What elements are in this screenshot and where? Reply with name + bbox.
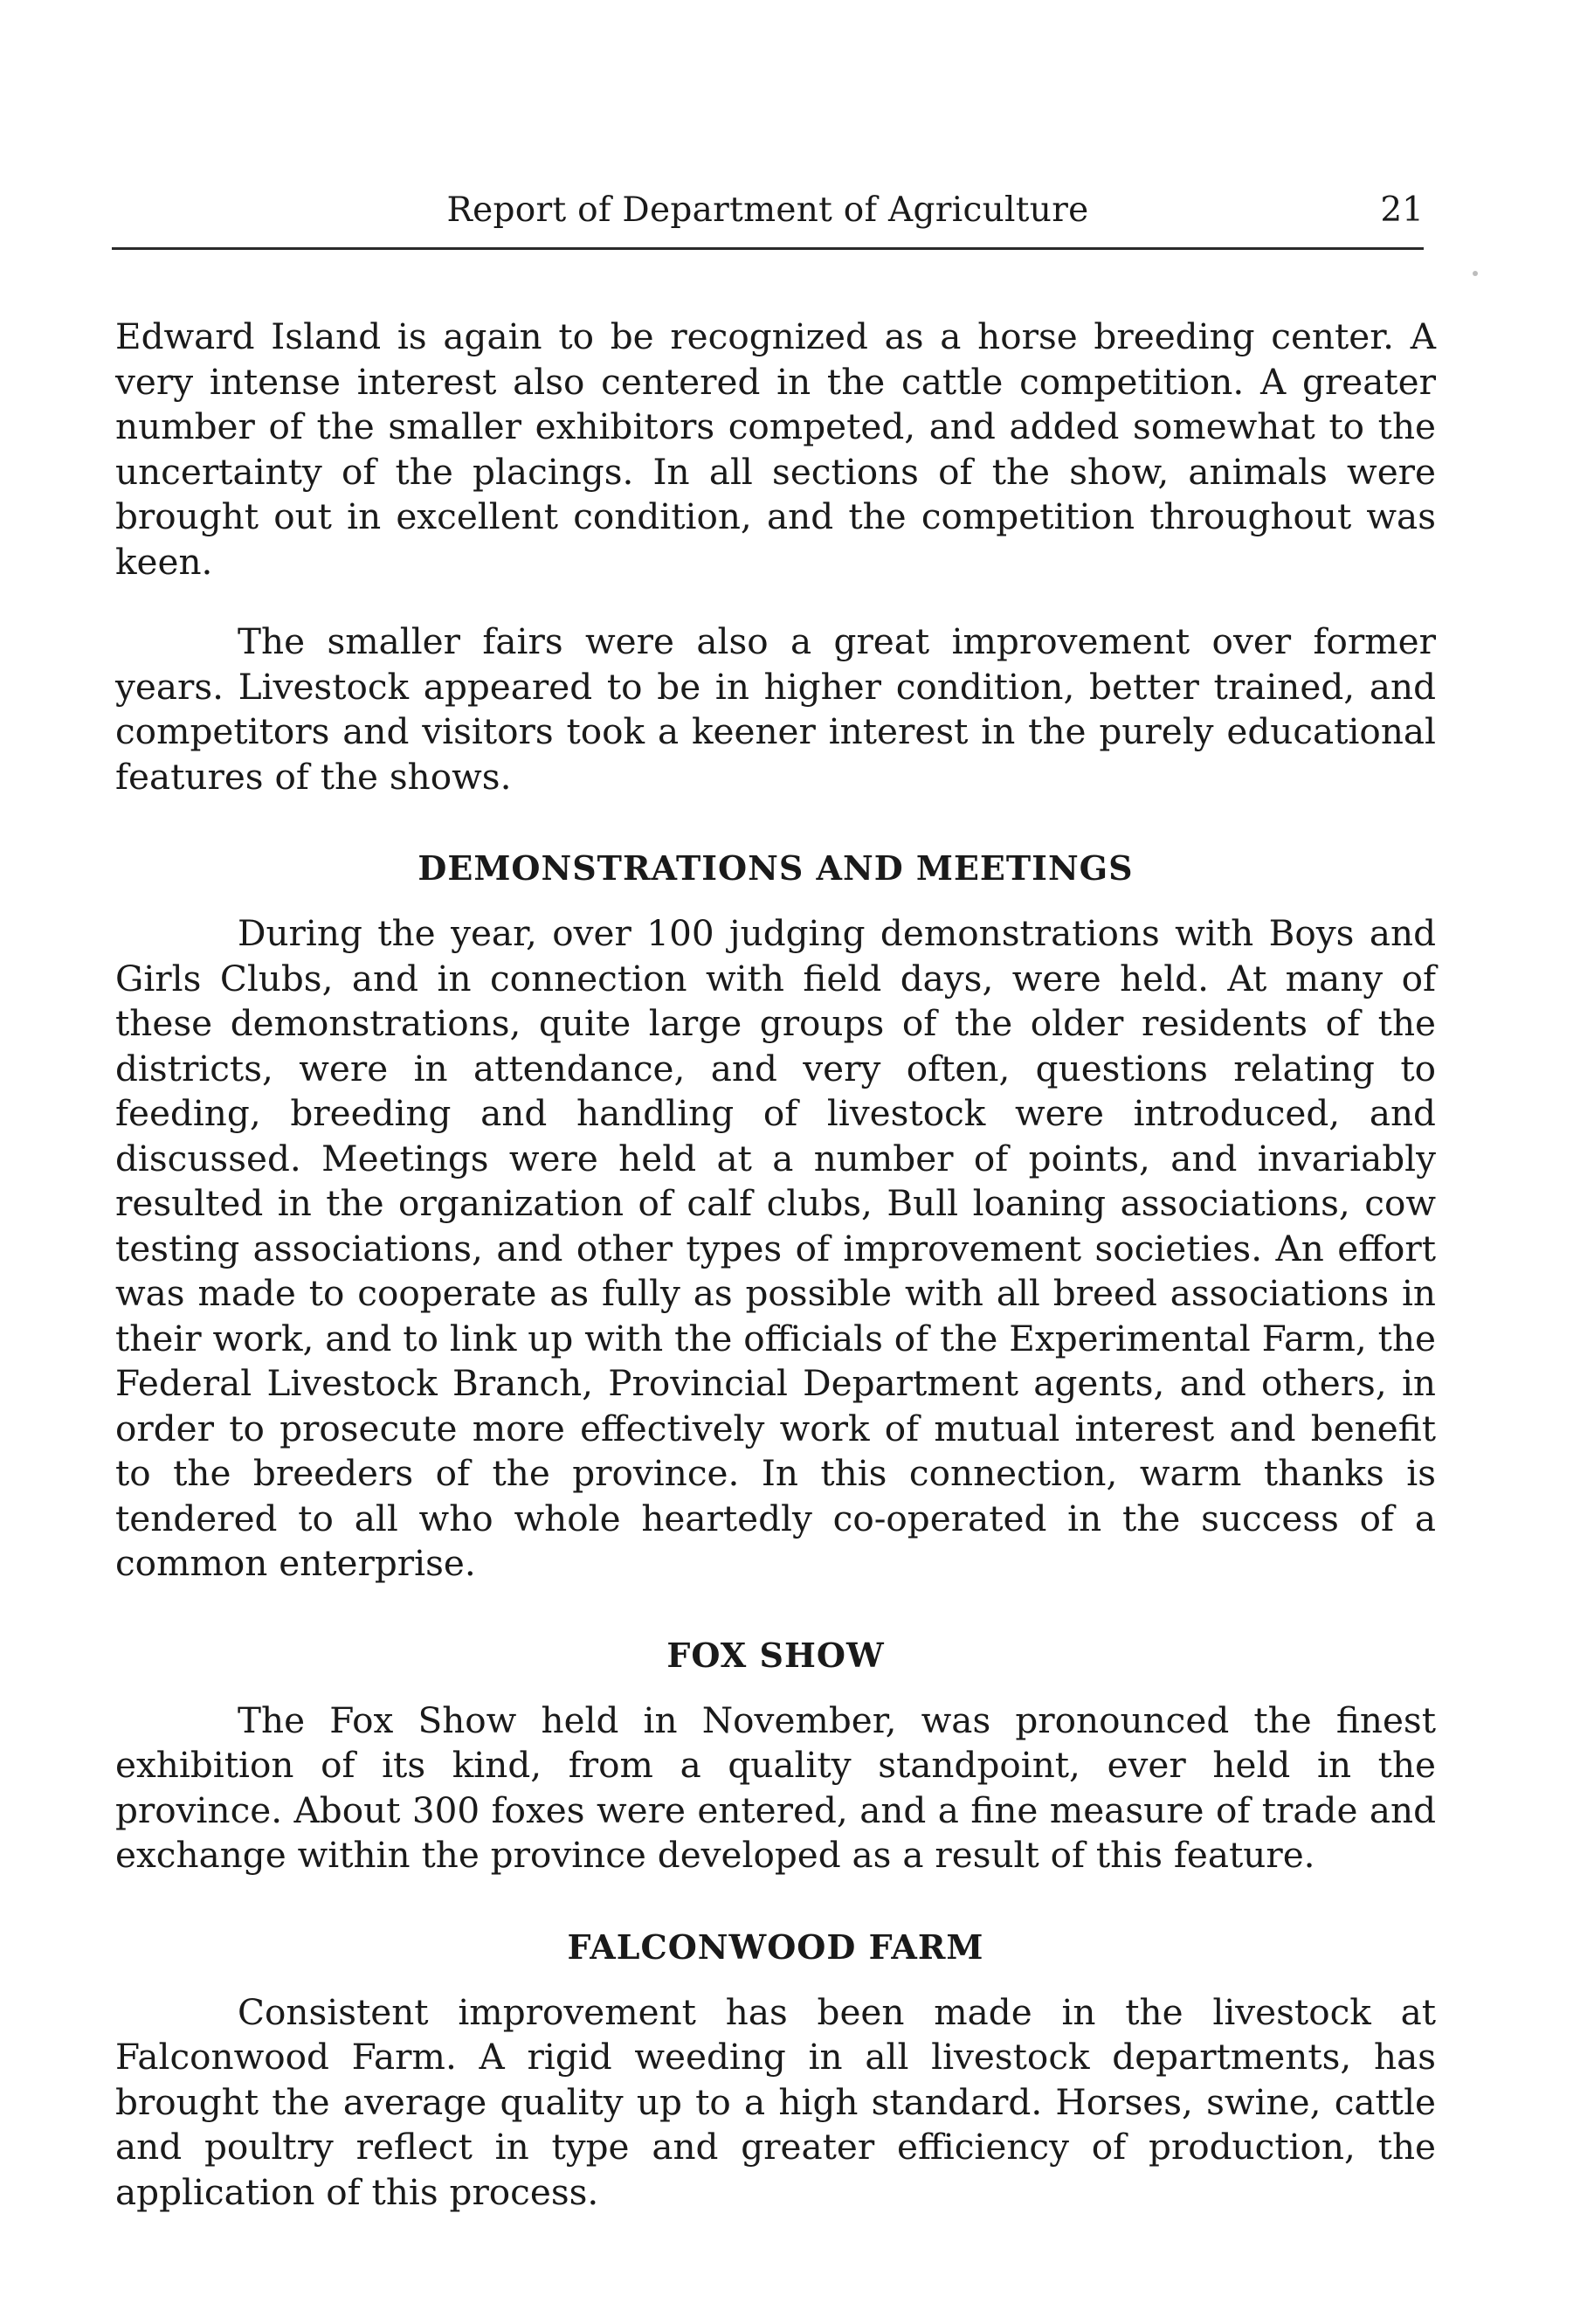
body-text [115, 315, 1436, 2215]
section-body-fox-show: The Fox Show held in November, was pronounced the finest exhibition of its kind, from a quality standpoint, ever held in the province. About 300 foxes were entered, and a fine measure of trade and exchange within the province developed as a result of this feature. [115, 1698, 1436, 1876]
intro-paragraph-smaller-fairs: The smaller fairs were also a great improvement over former years. Livestock appeared to be in higher condition, better trained, and competitors and visitors took a keener interest in the purely educational features of the shows. [115, 620, 1436, 798]
running-head [112, 190, 1424, 243]
section-heading-fox-show: FOX SHOW [666, 1635, 885, 1675]
section-heading-falconwood-farm: FALCONWOOD FARM [567, 1926, 984, 1967]
header-rule [112, 247, 1424, 250]
section-body-demonstrations: During the year, over 100 judging demonstrations with Boys and Girls Clubs, and in connection with field days, were held. At many of these demonstrations, quite large groups of the older residents of the districts, were in attendance, and very often, questions relating to feeding, breeding and handling of livestock were introduced, and discussed. Meetings were held at a number of points, and invariably resulted in the organization of calf clubs, Bull loaning associations, cow testing associations, and other types of improvement societies. An effort was made to cooperate as fully as possible with all breed associations in their work, and to link up with the officials of the Experimental Farm, the Federal Livestock Branch, Provincial Department agents, and others, in order to prosecute more effectively work of mutual interest and benefit to the breeders of the province. In this connection, warm thanks is tendered to all who whole heartedly co-operated in the success of a common enterprise. [115, 912, 1436, 1584]
scan-speck [1473, 271, 1478, 276]
section-body-falconwood-farm: Consistent improvement has been made in the livestock at Falconwood Farm. A rigid weeding in all livestock departments, has brought the average quality up to a high standard. Horses, swine, cattle and poultry reflect in type and greater efficiency of production, the application of this process. [115, 1990, 1436, 2213]
running-title: Report of Department of Agriculture [446, 190, 1089, 230]
section-heading-demonstrations: DEMONSTRATIONS AND MEETINGS [417, 848, 1134, 888]
page-number: 21 [1380, 190, 1424, 230]
intro-paragraph-continued: Edward Island is again to be recognized as a horse breeding center. A very intense interest also centered in the cattle competition. A greater number of the smaller exhibitors competed, and added somewhat to the uncertainty of the placings. In all sections of the show, animals were brought out in excellent condition, and the competition throughout was keen. [115, 315, 1436, 583]
